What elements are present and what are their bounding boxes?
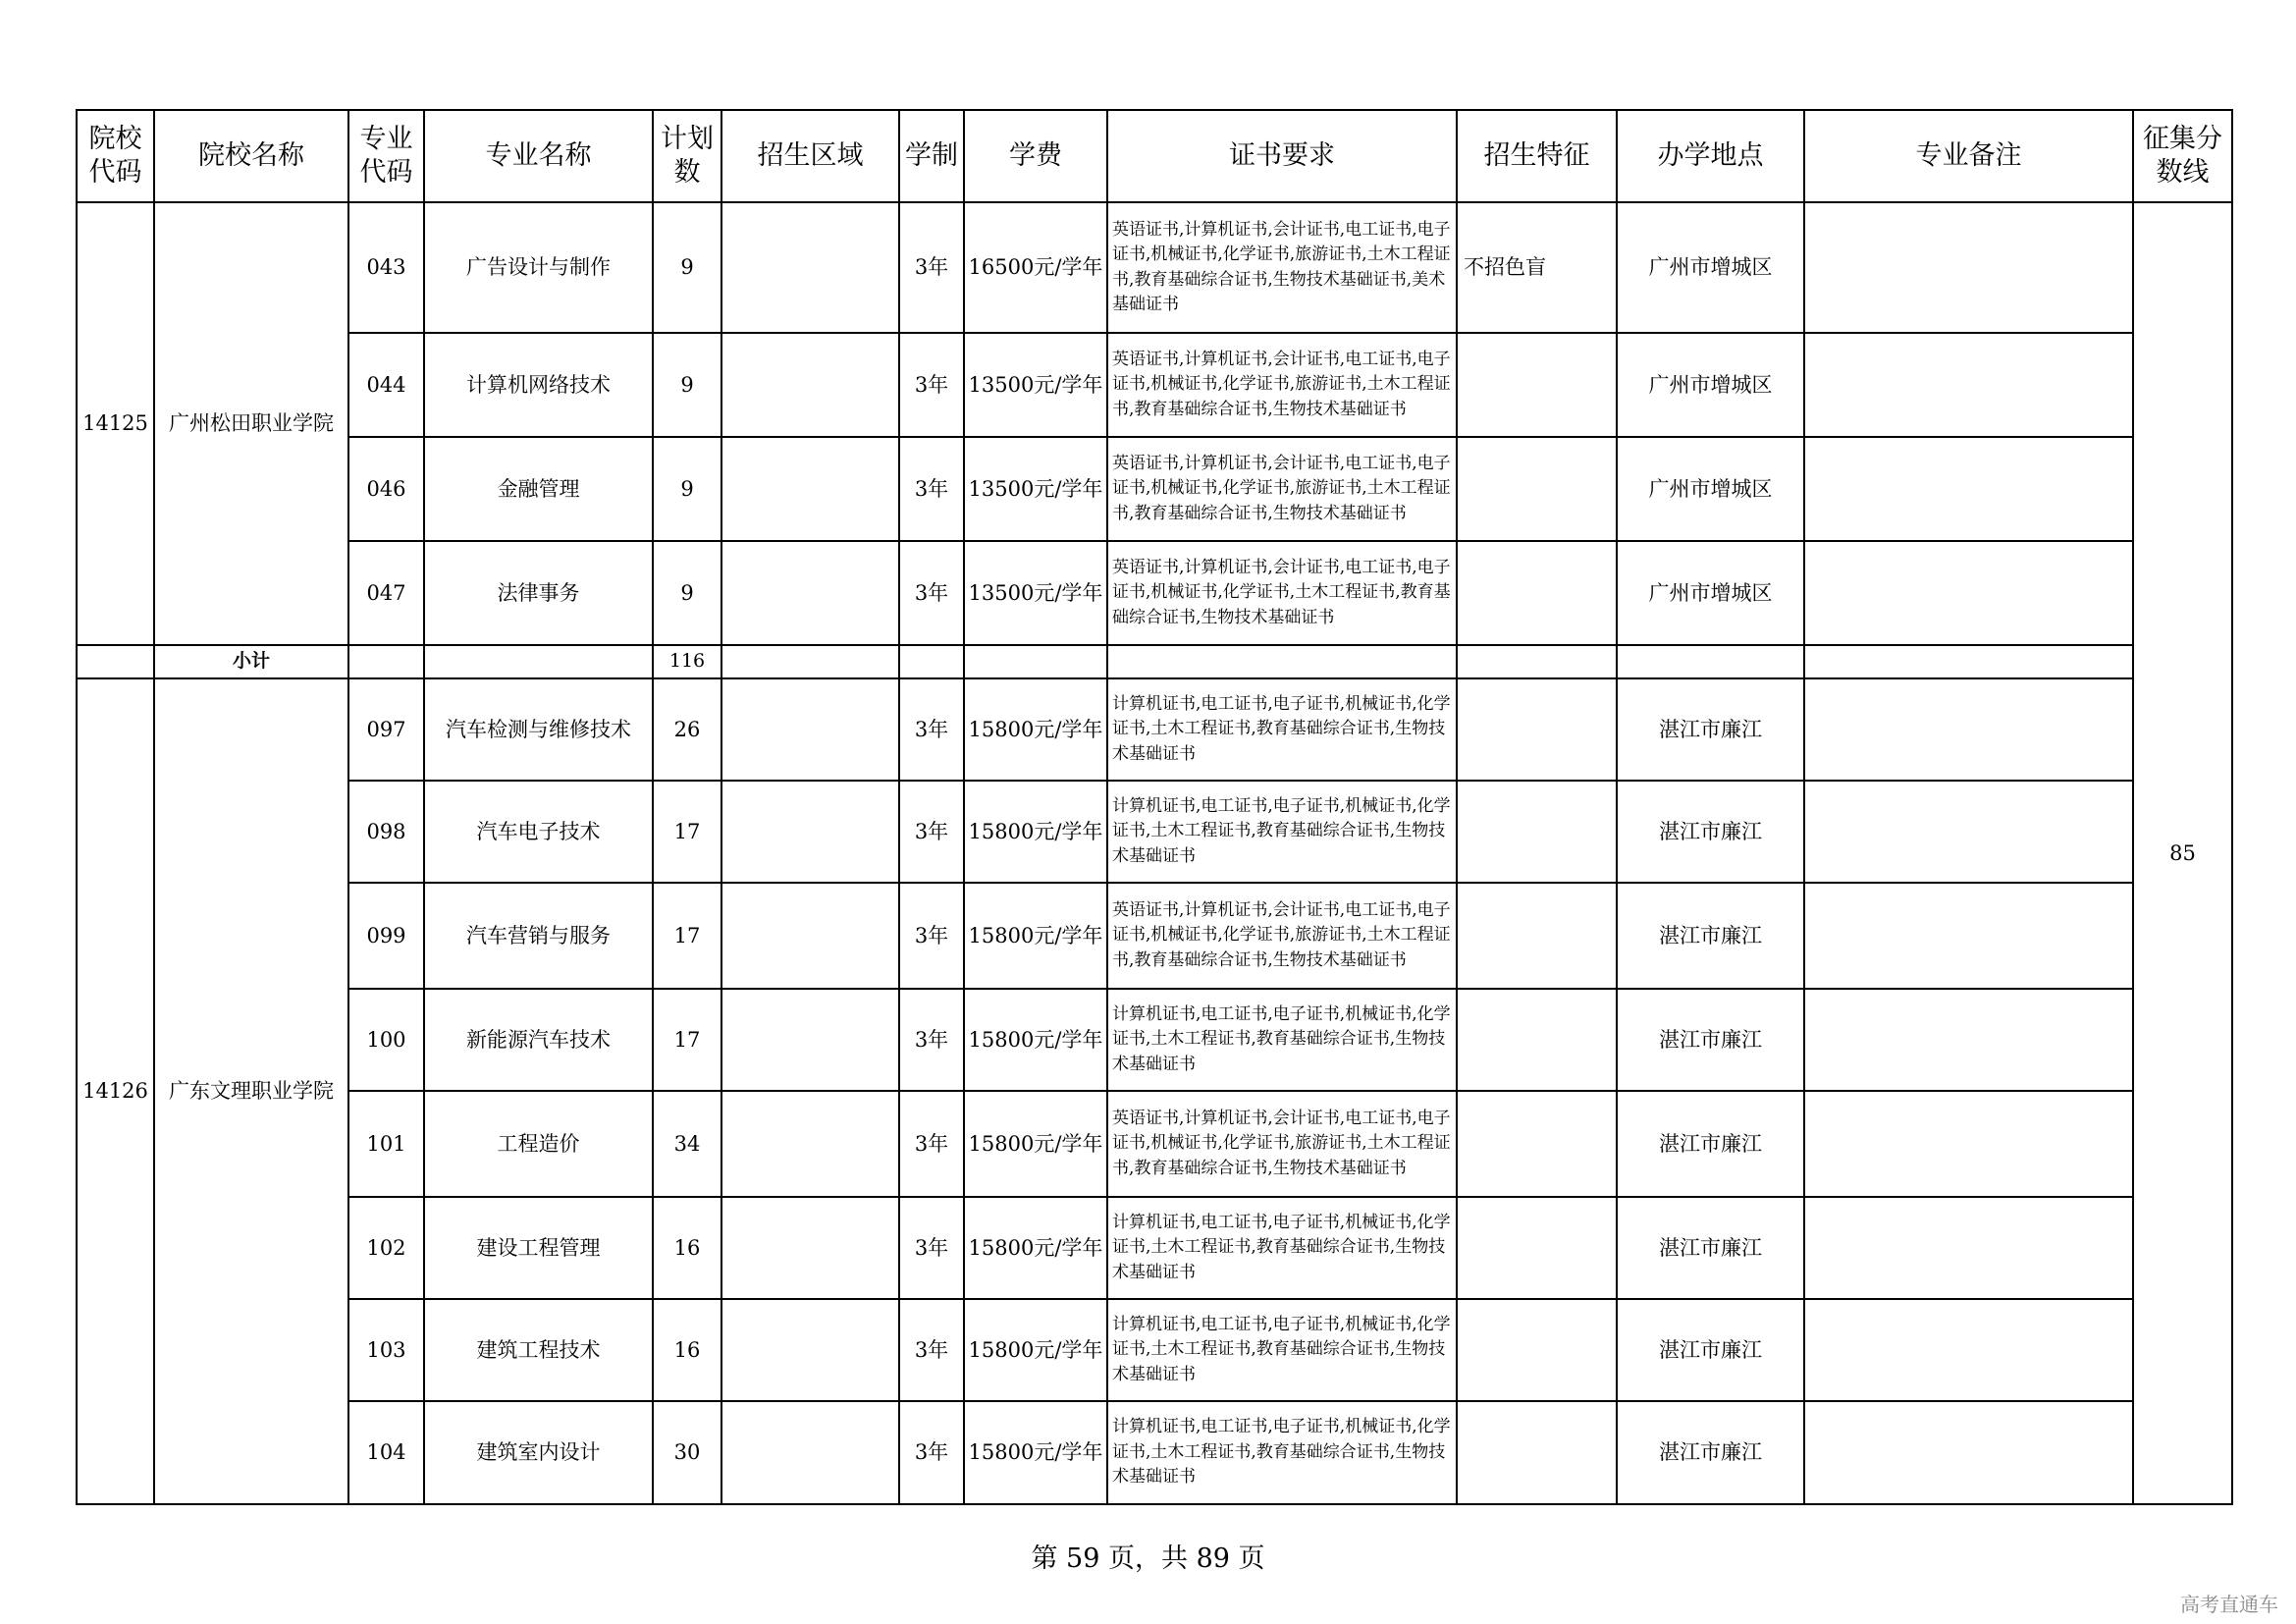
region-cell [721, 202, 899, 333]
tuition-cell: 15800元/学年 [964, 678, 1107, 781]
certificate-cell: 英语证书,计算机证书,会计证书,电工证书,电子证书,机械证书,化学证书,旅游证书,土木工程证书,教育基础综合证书,生物技术基础证书 [1107, 1091, 1457, 1197]
tuition-cell: 15800元/学年 [964, 1299, 1107, 1401]
major-name-cell: 广告设计与制作 [424, 202, 653, 333]
remark-cell [1804, 333, 2133, 437]
plan-cell: 30 [653, 1401, 721, 1504]
table-row [77, 202, 2232, 333]
table-row [77, 883, 2232, 989]
header-school-name: 院校名称 [154, 110, 348, 202]
major-name-cell: 汽车营销与服务 [424, 883, 653, 989]
table-row [77, 678, 2232, 781]
location-cell: 湛江市廉江 [1617, 678, 1804, 781]
plan-cell: 17 [653, 781, 721, 883]
duration-cell: 3年 [899, 1299, 964, 1401]
subtotal-empty-cell [424, 645, 653, 678]
certificate-cell: 英语证书,计算机证书,会计证书,电工证书,电子证书,机械证书,化学证书,旅游证书,土木工程证书,教育基础综合证书,生物技术基础证书 [1107, 883, 1457, 989]
certificate-cell: 英语证书,计算机证书,会计证书,电工证书,电子证书,机械证书,化学证书,旅游证书,土木工程证书,教育基础综合证书,生物技术基础证书,美术基础证书 [1107, 202, 1457, 333]
major-name-cell: 金融管理 [424, 437, 653, 541]
plan-cell: 17 [653, 883, 721, 989]
tuition-cell: 13500元/学年 [964, 437, 1107, 541]
plan-cell: 9 [653, 437, 721, 541]
header-school-code: 院校代码 [77, 110, 154, 202]
plan-cell: 17 [653, 989, 721, 1091]
region-cell [721, 1401, 899, 1504]
remark-cell [1804, 989, 2133, 1091]
plan-cell: 34 [653, 1091, 721, 1197]
major-name-cell: 建筑工程技术 [424, 1299, 653, 1401]
remark-cell [1804, 1401, 2133, 1504]
major-code-cell: 103 [348, 1299, 424, 1401]
subtotal-empty-cell [1107, 645, 1457, 678]
certificate-cell: 计算机证书,电工证书,电子证书,机械证书,化学证书,土木工程证书,教育基础综合证书,生物技术基础证书 [1107, 678, 1457, 781]
region-cell [721, 678, 899, 781]
location-cell: 湛江市廉江 [1617, 781, 1804, 883]
plan-cell: 9 [653, 333, 721, 437]
location-cell: 湛江市廉江 [1617, 1197, 1804, 1299]
tuition-cell: 15800元/学年 [964, 989, 1107, 1091]
remark-cell [1804, 1091, 2133, 1197]
location-cell: 湛江市廉江 [1617, 1401, 1804, 1504]
major-code-cell: 101 [348, 1091, 424, 1197]
location-cell: 湛江市廉江 [1617, 1091, 1804, 1197]
subtotal-empty-cell [1617, 645, 1804, 678]
major-code-cell: 097 [348, 678, 424, 781]
remark-cell [1804, 437, 2133, 541]
school-code-cell: 14125 [77, 202, 154, 645]
subtotal-school-code-cell [77, 645, 154, 678]
major-name-cell: 建筑室内设计 [424, 1401, 653, 1504]
duration-cell: 3年 [899, 333, 964, 437]
remark-cell [1804, 1299, 2133, 1401]
subtotal-empty-cell [899, 645, 964, 678]
remark-cell [1804, 678, 2133, 781]
header-major-code: 专业代码 [348, 110, 424, 202]
plan-cell: 9 [653, 541, 721, 645]
feature-cell [1457, 678, 1617, 781]
major-code-cell: 046 [348, 437, 424, 541]
location-cell: 湛江市廉江 [1617, 989, 1804, 1091]
region-cell [721, 781, 899, 883]
duration-cell: 3年 [899, 781, 964, 883]
duration-cell: 3年 [899, 1091, 964, 1197]
page-number: 第 59 页，共 89 页 [1031, 1543, 1265, 1574]
duration-cell: 3年 [899, 989, 964, 1091]
tuition-cell: 13500元/学年 [964, 333, 1107, 437]
header-certificate: 证书要求 [1107, 110, 1457, 202]
certificate-cell: 计算机证书,电工证书,电子证书,机械证书,化学证书,土木工程证书,教育基础综合证书,生物技术基础证书 [1107, 1401, 1457, 1504]
duration-cell: 3年 [899, 202, 964, 333]
table-row [77, 333, 2232, 437]
score-line-cell: 85 [2133, 202, 2232, 1504]
tuition-cell: 15800元/学年 [964, 1091, 1107, 1197]
header-region: 招生区域 [721, 110, 899, 202]
region-cell [721, 1091, 899, 1197]
plan-cell: 26 [653, 678, 721, 781]
header-remark: 专业备注 [1804, 110, 2133, 202]
feature-cell [1457, 1401, 1617, 1504]
major-code-cell: 047 [348, 541, 424, 645]
header-major-name: 专业名称 [424, 110, 653, 202]
major-code-cell: 044 [348, 333, 424, 437]
certificate-cell: 计算机证书,电工证书,电子证书,机械证书,化学证书,土木工程证书,教育基础综合证书,生物技术基础证书 [1107, 1299, 1457, 1401]
school-name-cell: 广州松田职业学院 [154, 202, 348, 645]
table-row [77, 1091, 2232, 1197]
major-name-cell: 法律事务 [424, 541, 653, 645]
table-row [77, 541, 2232, 645]
subtotal-empty-cell [964, 645, 1107, 678]
feature-cell [1457, 989, 1617, 1091]
subtotal-empty-cell [721, 645, 899, 678]
remark-cell [1804, 781, 2133, 883]
certificate-cell: 英语证书,计算机证书,会计证书,电工证书,电子证书,机械证书,化学证书,旅游证书,土木工程证书,教育基础综合证书,生物技术基础证书 [1107, 437, 1457, 541]
region-cell [721, 437, 899, 541]
header-duration: 学制 [899, 110, 964, 202]
location-cell: 广州市增城区 [1617, 202, 1804, 333]
feature-cell [1457, 781, 1617, 883]
major-code-cell: 043 [348, 202, 424, 333]
remark-cell [1804, 541, 2133, 645]
region-cell [721, 989, 899, 1091]
feature-cell [1457, 883, 1617, 989]
major-code-cell: 098 [348, 781, 424, 883]
duration-cell: 3年 [899, 541, 964, 645]
duration-cell: 3年 [899, 1197, 964, 1299]
region-cell [721, 333, 899, 437]
tuition-cell: 16500元/学年 [964, 202, 1107, 333]
tuition-cell: 15800元/学年 [964, 1401, 1107, 1504]
region-cell [721, 1299, 899, 1401]
plan-cell: 16 [653, 1299, 721, 1401]
remark-cell [1804, 202, 2133, 333]
tuition-cell: 15800元/学年 [964, 883, 1107, 989]
plan-cell: 16 [653, 1197, 721, 1299]
header-location: 办学地点 [1617, 110, 1804, 202]
duration-cell: 3年 [899, 1401, 964, 1504]
location-cell: 广州市增城区 [1617, 541, 1804, 645]
feature-cell [1457, 437, 1617, 541]
header-score: 征集分数线 [2133, 110, 2232, 202]
subtotal-empty-cell [1804, 645, 2133, 678]
duration-cell: 3年 [899, 437, 964, 541]
major-code-cell: 102 [348, 1197, 424, 1299]
tuition-cell: 13500元/学年 [964, 541, 1107, 645]
certificate-cell: 计算机证书,电工证书,电子证书,机械证书,化学证书,土木工程证书,教育基础综合证书,生物技术基础证书 [1107, 989, 1457, 1091]
location-cell: 湛江市廉江 [1617, 883, 1804, 989]
tuition-cell: 15800元/学年 [964, 781, 1107, 883]
table-row [77, 1299, 2232, 1401]
feature-cell: 不招色盲 [1457, 202, 1617, 333]
certificate-cell: 英语证书,计算机证书,会计证书,电工证书,电子证书,机械证书,化学证书,土木工程证书,教育基础综合证书,生物技术基础证书 [1107, 541, 1457, 645]
location-cell: 广州市增城区 [1617, 333, 1804, 437]
location-cell: 广州市增城区 [1617, 437, 1804, 541]
header-feature: 招生特征 [1457, 110, 1617, 202]
subtotal-value: 116 [653, 645, 721, 678]
feature-cell [1457, 541, 1617, 645]
table-row [77, 1197, 2232, 1299]
watermark-text: 高考直通车 [2180, 1593, 2278, 1616]
duration-cell: 3年 [899, 678, 964, 781]
table-row [77, 989, 2232, 1091]
major-name-cell: 计算机网络技术 [424, 333, 653, 437]
region-cell [721, 1197, 899, 1299]
subtotal-row [77, 645, 2232, 678]
major-code-cell: 100 [348, 989, 424, 1091]
tuition-cell: 15800元/学年 [964, 1197, 1107, 1299]
header-tuition: 学费 [964, 110, 1107, 202]
table-row [77, 781, 2232, 883]
major-name-cell: 新能源汽车技术 [424, 989, 653, 1091]
school-code-cell: 14126 [77, 678, 154, 1504]
major-name-cell: 工程造价 [424, 1091, 653, 1197]
subtotal-empty-cell [348, 645, 424, 678]
subtotal-empty-cell [1457, 645, 1617, 678]
region-cell [721, 541, 899, 645]
major-name-cell: 建设工程管理 [424, 1197, 653, 1299]
feature-cell [1457, 1091, 1617, 1197]
header-plan: 计划数 [653, 110, 721, 202]
remark-cell [1804, 883, 2133, 989]
admission-table [76, 109, 2233, 1505]
table-row [77, 437, 2232, 541]
major-code-cell: 099 [348, 883, 424, 989]
feature-cell [1457, 333, 1617, 437]
feature-cell [1457, 1299, 1617, 1401]
major-name-cell: 汽车检测与维修技术 [424, 678, 653, 781]
subtotal-label: 小计 [154, 645, 348, 678]
certificate-cell: 计算机证书,电工证书,电子证书,机械证书,化学证书,土木工程证书,教育基础综合证书,生物技术基础证书 [1107, 1197, 1457, 1299]
location-cell: 湛江市廉江 [1617, 1299, 1804, 1401]
certificate-cell: 计算机证书,电工证书,电子证书,机械证书,化学证书,土木工程证书,教育基础综合证书,生物技术基础证书 [1107, 781, 1457, 883]
major-name-cell: 汽车电子技术 [424, 781, 653, 883]
feature-cell [1457, 1197, 1617, 1299]
plan-cell: 9 [653, 202, 721, 333]
certificate-cell: 英语证书,计算机证书,会计证书,电工证书,电子证书,机械证书,化学证书,旅游证书,土木工程证书,教育基础综合证书,生物技术基础证书 [1107, 333, 1457, 437]
major-code-cell: 104 [348, 1401, 424, 1504]
region-cell [721, 883, 899, 989]
duration-cell: 3年 [899, 883, 964, 989]
header-row [77, 110, 2232, 202]
school-name-cell: 广东文理职业学院 [154, 678, 348, 1504]
remark-cell [1804, 1197, 2133, 1299]
table-row [77, 1401, 2232, 1504]
